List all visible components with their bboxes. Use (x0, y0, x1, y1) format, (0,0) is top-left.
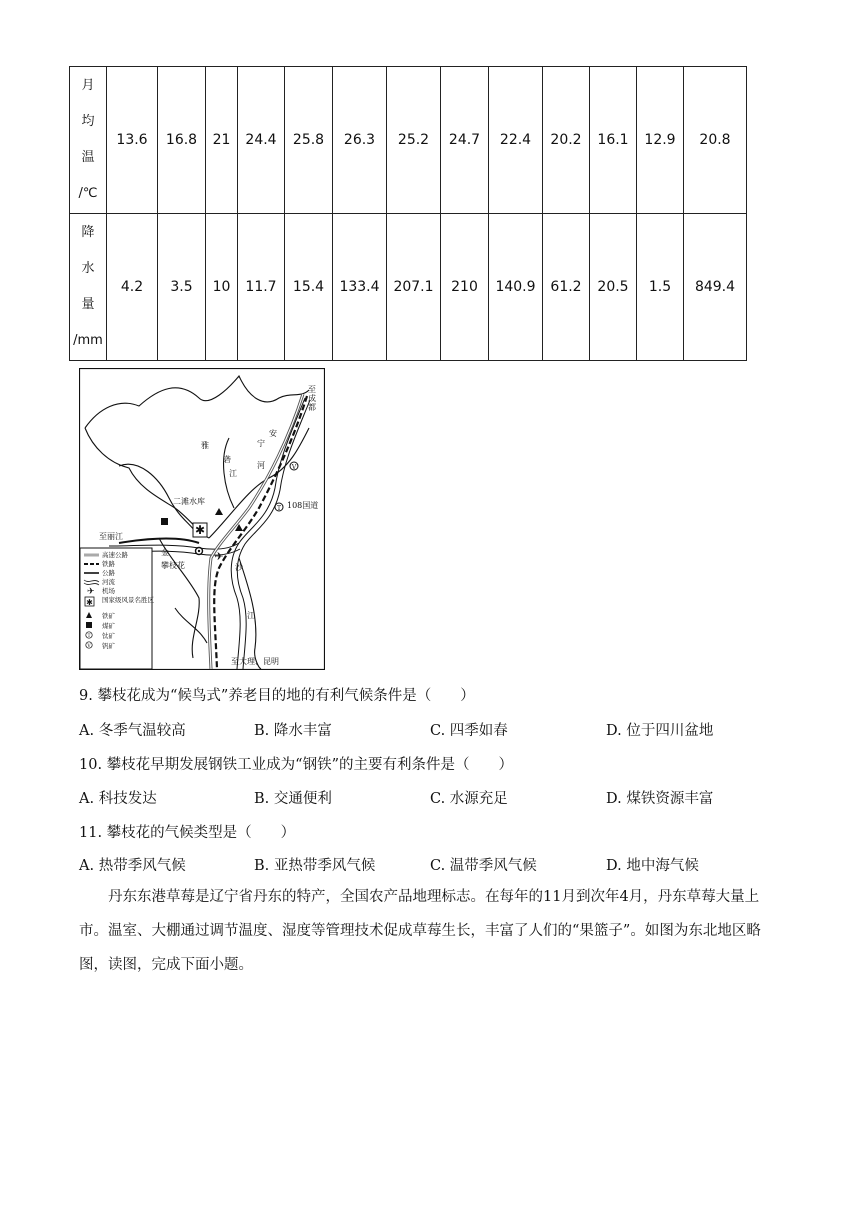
question-9-option-a[interactable]: A. 冬季气温较高 (79, 723, 186, 739)
question-9-option-d[interactable]: D. 位于四川盆地 (606, 723, 714, 739)
temperature-cell: 16.8 (158, 67, 206, 214)
precipitation-row (70, 214, 747, 361)
svg-text:V: V (291, 464, 297, 471)
passage-text: 丹东东港草莓是辽宁省丹东的特产，全国农产品地理标志。在每年的11月到次年4月，丹东草莓大量上市。温室、大棚通过调节温度、湿度等管理技术促成草莓生长，丰富了人们的“果篮子”。如图为东北地区略图，读图，完成下面小题。 (79, 889, 761, 973)
coal-mine-icon (161, 518, 168, 525)
svg-text:T: T (276, 505, 282, 512)
precipitation-cell: 10 (206, 214, 238, 361)
svg-text:✈: ✈ (87, 587, 95, 597)
temperature-row (70, 67, 747, 214)
map-label-shan: 砻 (223, 455, 231, 464)
precipitation-cell: 20.5 (590, 214, 637, 361)
question-11-option-b[interactable]: B. 亚热带季风气候 (254, 858, 376, 874)
svg-text:✱: ✱ (194, 523, 206, 537)
panzhihua-map (79, 368, 325, 670)
airport-icon: ✈ (214, 550, 224, 563)
map-label-sha: 沙 (235, 563, 243, 572)
svg-text:V: V (87, 644, 91, 649)
temperature-label: 月 均 温 /℃ (70, 67, 107, 214)
question-10-option-c[interactable]: C. 水源充足 (430, 791, 508, 807)
map-label-he: 河 (257, 461, 265, 470)
precipitation-cell: 11.7 (238, 214, 285, 361)
precipitation-cell: 140.9 (489, 214, 543, 361)
question-11-option-c[interactable]: C. 温带季风气候 (430, 858, 537, 874)
svg-text:钒矿: 钒矿 (102, 642, 115, 650)
temperature-cell: 13.6 (107, 67, 158, 214)
svg-text:铁路: 铁路 (102, 560, 115, 568)
temperature-cell: 12.9 (637, 67, 684, 214)
question-11-option-a[interactable]: A. 热带季风气候 (79, 858, 186, 874)
map-label-jiang2: 江 (247, 611, 255, 620)
question-9-option-b[interactable]: B. 降水丰富 (254, 723, 332, 739)
temperature-cell: 26.3 (333, 67, 387, 214)
precipitation-cell: 15.4 (285, 214, 333, 361)
map-label-ertan: 二滩水库 (173, 497, 205, 506)
svg-text:河流: 河流 (102, 578, 115, 586)
question-10-option-a[interactable]: A. 科技发达 (79, 791, 157, 807)
map-label-panzhihua: 攀枝花 (161, 561, 185, 570)
precipitation-cell: 1.5 (637, 214, 684, 361)
question-10-option-b[interactable]: B. 交通便利 (254, 791, 332, 807)
svg-text:铁矿: 铁矿 (102, 612, 115, 620)
svg-text:成: 成 (308, 394, 316, 403)
map-label-ya: 雅 (201, 441, 209, 450)
question-9-option-c[interactable]: C. 四季如春 (430, 723, 508, 739)
map-label-to-dali: 至大理、昆明 (231, 657, 279, 666)
question-11-option-d[interactable]: D. 地中海气候 (606, 858, 699, 874)
precipitation-label: 降 水 量 /mm (70, 214, 107, 361)
map-label-jin: 金 (161, 548, 169, 557)
svg-text:钛矿: 钛矿 (102, 632, 115, 640)
temperature-cell: 24.4 (238, 67, 285, 214)
question-10-option-d[interactable]: D. 煤铁资源丰富 (606, 791, 714, 807)
precipitation-cell: 849.4 (684, 214, 747, 361)
svg-text:都: 都 (308, 403, 316, 412)
svg-text:高速公路: 高速公路 (102, 551, 128, 559)
precipitation-cell: 4.2 (107, 214, 158, 361)
svg-text:公路: 公路 (102, 569, 115, 577)
svg-text:机场: 机场 (102, 587, 115, 595)
temperature-cell: 25.2 (387, 67, 441, 214)
climate-table (69, 66, 747, 361)
map-label-ning: 宁 (257, 439, 265, 448)
temperature-cell: 24.7 (441, 67, 489, 214)
precipitation-cell: 207.1 (387, 214, 441, 361)
temperature-cell: 20.2 (543, 67, 590, 214)
reading-passage (79, 880, 779, 982)
precipitation-cell: 210 (441, 214, 489, 361)
question-10: 10. 攀枝花早期发展钢铁工业成为“钢铁”的主要有利条件是（ ） (79, 757, 513, 773)
svg-text:✱: ✱ (86, 598, 93, 607)
map-label-to-chengdu: 至 (308, 385, 316, 394)
temperature-cell: 16.1 (590, 67, 637, 214)
map-legend (80, 548, 155, 669)
question-9: 9. 攀枝花成为“候鸟式”养老目的地的有利气候条件是（ ） (79, 688, 475, 704)
precipitation-cell: 61.2 (543, 214, 590, 361)
precipitation-cell: 3.5 (158, 214, 206, 361)
temperature-cell: 20.8 (684, 67, 747, 214)
temperature-cell: 22.4 (489, 67, 543, 214)
svg-text:煤矿: 煤矿 (102, 622, 115, 630)
map-label-to-lijiang: 至丽江 (99, 532, 123, 541)
map-label-road108: 108国道 (287, 501, 319, 510)
svg-text:T: T (87, 634, 91, 639)
question-11: 11. 攀枝花的气候类型是（ ） (79, 825, 296, 841)
svg-text:国家级风景名胜区: 国家级风景名胜区 (102, 596, 154, 604)
temperature-cell: 25.8 (285, 67, 333, 214)
map-label-jiang: 江 (229, 469, 237, 478)
map-label-an: 安 (269, 429, 277, 438)
temperature-cell: 21 (206, 67, 238, 214)
precipitation-cell: 133.4 (333, 214, 387, 361)
